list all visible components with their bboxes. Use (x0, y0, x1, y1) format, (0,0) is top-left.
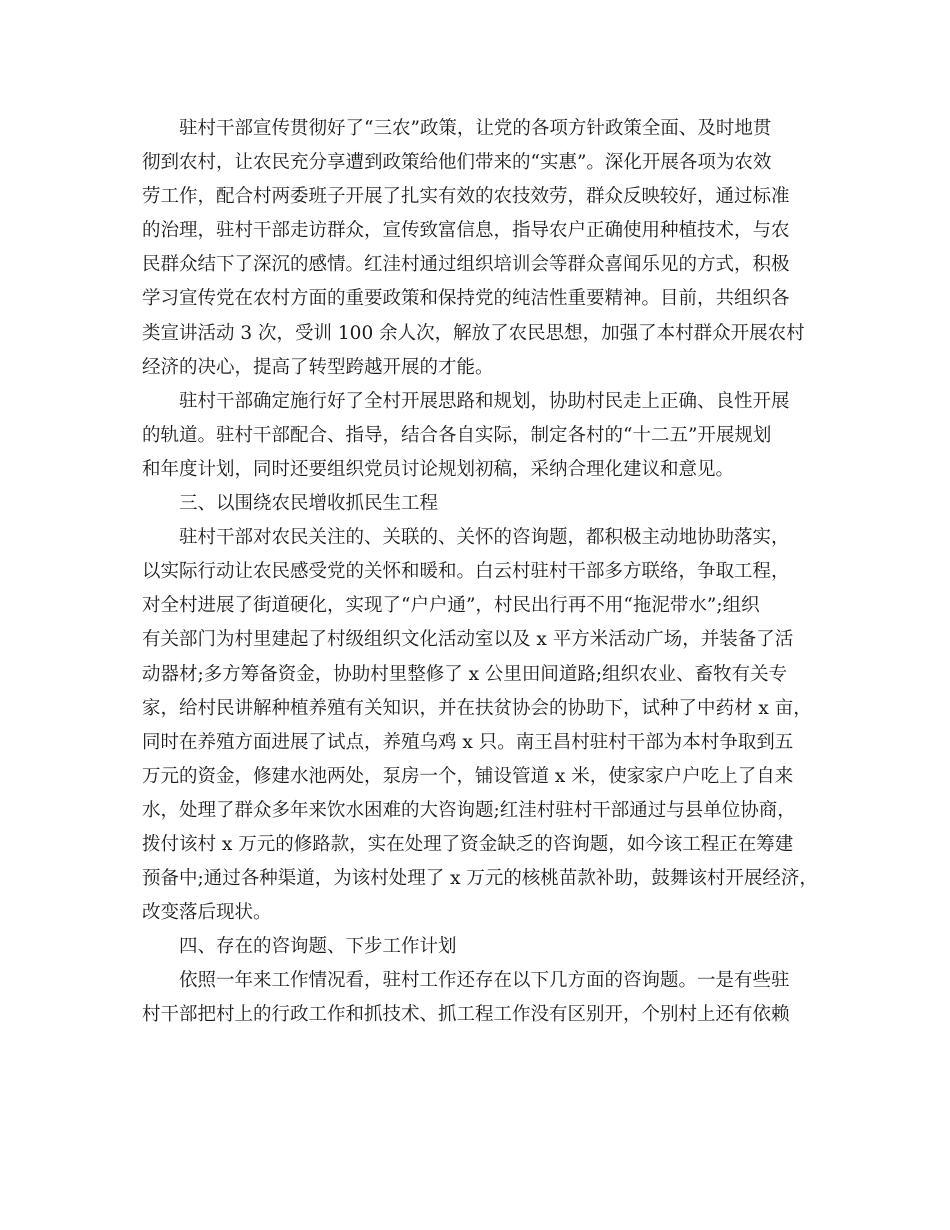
text-line: 的治理，驻村干部走访群众，宣传致富信息，指导农户正确使用种植技术，与农 (142, 220, 790, 242)
text-line: 彻到农村，让农民充分享遭到政策给他们带来的“实惠”。深化开展各项为农效 (142, 152, 772, 174)
text-line: 依照一年来工作情况看，驻村工作还存在以下几方面的咨询题。一是有些驻 (179, 970, 790, 992)
text-line: 民群众结下了深沉的感情。红洼村通过组织培训会等群众喜闻乐见的方式，积极 (142, 254, 790, 276)
text-line: 预备中;通过各种渠道，为该村处理了 x 万元的核桃苗款补助，鼓舞该村开展经济， (142, 868, 818, 890)
paragraph-1 (142, 112, 814, 385)
text-line: 对全村进展了街道硬化，实现了“户户通”，村民出行再不用“拖泥带水”;组织 (142, 595, 760, 617)
text-line: 学习宣传党在农村方面的重要政策和保持党的纯洁性重要精神。目前，共组织各 (142, 288, 790, 310)
paragraph-3 (142, 521, 818, 930)
text-line: 劳工作，配合村两委班子开展了扎实有效的农技效劳，群众反映较好，通过标准 (142, 186, 790, 208)
text-line: 动器材;多方筹备资金，协助村里整修了 x 公里田间道路;组织农业、畜牧有关专 (142, 663, 788, 685)
document-page (142, 112, 818, 1033)
text-line: 拨付该村 x 万元的修路款，实在处理了资金缺乏的咨询题，如今该工程正在筹建 (142, 833, 794, 855)
text-line: 同时在养殖方面进展了试点，养殖乌鸡 x 只。南王昌村驻村干部为本村争取到五 (142, 731, 794, 753)
text-line: 和年度计划，同时还要组织党员讨论规划初稿，采纳合理化建议和意见。 (142, 458, 735, 480)
paragraph-4 (142, 964, 814, 1032)
text-line: 以实际行动让农民感受党的关怀和暖和。白云村驻村干部多方联络，争取工程， (142, 561, 790, 583)
text-line: 的轨道。驻村干部配合、指导，结合各自实际，制定各村的“十二五”开展规划 (142, 424, 772, 446)
text-line: 驻村干部宣传贯彻好了“三农”政策，让党的各项方针政策全面、及时地贯 (179, 118, 772, 139)
paragraph-2 (142, 385, 814, 487)
section-heading-3: 三、以围绕农民增收抓民生工程 (179, 493, 439, 515)
text-line: 驻村干部对农民关注的、关联的、关怀的咨询题，都积极主动地协助落实， (179, 527, 790, 549)
section-heading-4: 四、存在的咨询题、下步工作计划 (179, 936, 457, 958)
text-line: 有关部门为村里建起了村级组织文化活动室以及 x 平方米活动广场，并装备了活 (142, 629, 794, 651)
text-line: 家，给村民讲解种植养殖有关知识，并在扶贫协会的协助下，试种了中药材 x 亩， (142, 697, 812, 719)
text-line: 经济的决心，提高了转型跨越开展的才能。 (142, 356, 494, 378)
text-line: 类宣讲活动 3 次，受训 100 余人次，解放了农民思想，加强了本村群众开展农村 (142, 322, 805, 344)
text-line: 村干部把村上的行政工作和抓技术、抓工程工作没有区别开，个别村上还有依赖 (142, 1004, 790, 1026)
text-line: 驻村干部确定施行好了全村开展思路和规划，协助村民走上正确、良性开展 (179, 390, 790, 412)
text-line: 改变落后现状。 (142, 902, 272, 924)
text-line: 万元的资金，修建水池两处，泵房一个，铺设管道 x 米，使家家户户吃上了自来 (142, 765, 794, 787)
text-line: 水，处理了群众多年来饮水困难的大咨询题;红洼村驻村干部通过与县单位协商， (142, 799, 796, 821)
